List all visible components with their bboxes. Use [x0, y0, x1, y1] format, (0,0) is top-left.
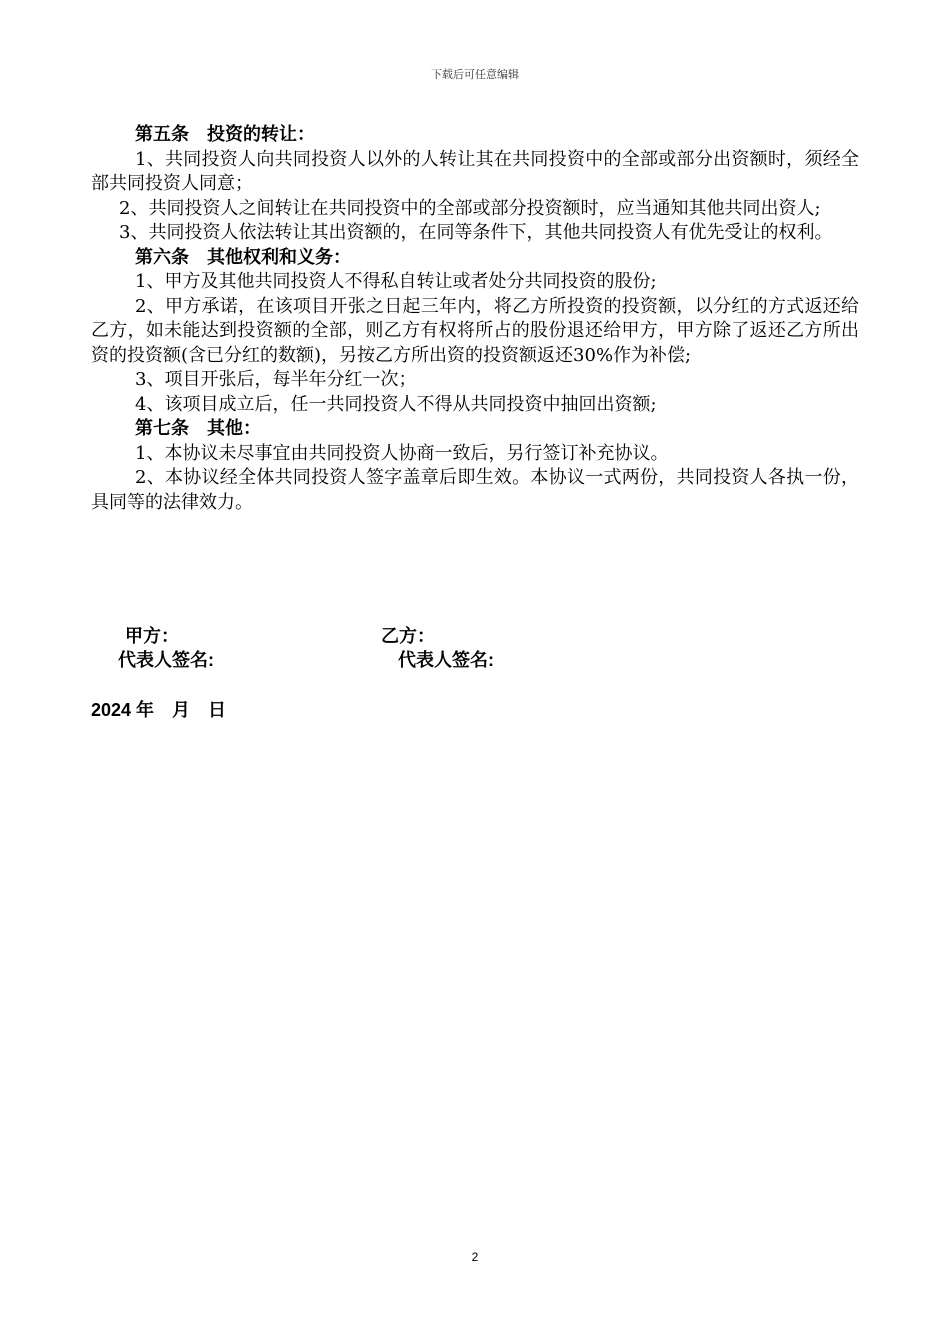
signing-date: 2024 年 月 日	[91, 700, 227, 720]
article-7-clause-1: 1、本协议未尽事宜由共同投资人协商一致后，另行签订补充协议。	[135, 442, 669, 464]
article-5-clause-1: 1、共同投资人向共同投资人以外的人转让其在共同投资中的全部或部分出资额时，须经全部共同投资人同意；	[91, 148, 859, 194]
page-number: 2	[471, 1250, 479, 1264]
party-a-label: 甲方：	[125, 626, 179, 646]
article-7-clause-2: 2、本协议经全体共同投资人签字盖章后即生效。本协议一式两份，共同投资人各执一份，具同等的法律效力。	[91, 467, 859, 513]
party-a-representative-label: 代表人签名:	[118, 650, 214, 670]
article-6-clause-4: 4、该项目成立后，任一共同投资人不得从共同投资中抽回出资额;	[135, 393, 657, 415]
party-b-representative-label: 代表人签名:	[398, 650, 494, 670]
article-6-title: 第六条 其他权利和义务：	[135, 246, 351, 268]
article-6-clause-2: 2、甲方承诺，在该项目开张之日起三年内，将乙方所投资的投资额，以分红的方式返还给乙方，如未能达到投资额的全部，则乙方有权将所占的股份退还给甲方，甲方除了返还乙方所出资的投资额(含已分红的数额)，另按乙方所出资的投资额返还30%作为补偿;	[91, 295, 859, 366]
article-5-title: 第五条 投资的转让：	[135, 124, 315, 145]
party-b-label: 乙方：	[381, 626, 435, 646]
article-5-clause-3: 3、共同投资人依法转让其出资额的，在同等条件下，其他共同投资人有优先受让的权利。	[119, 222, 833, 243]
article-7-title: 第七条 其他：	[135, 418, 261, 439]
article-6-clause-1: 1、甲方及其他共同投资人不得私自转让或者处分共同投资的股份;	[135, 271, 657, 292]
document-body	[91, 123, 859, 515]
page-header-note: 下载后可任意编辑	[431, 68, 519, 81]
article-6-clause-3: 3、项目开张后，每半年分红一次；	[135, 369, 417, 390]
article-5-clause-2: 2、共同投资人之间转让在共同投资中的全部或部分投资额时，应当通知其他共同出资人;	[119, 197, 821, 219]
